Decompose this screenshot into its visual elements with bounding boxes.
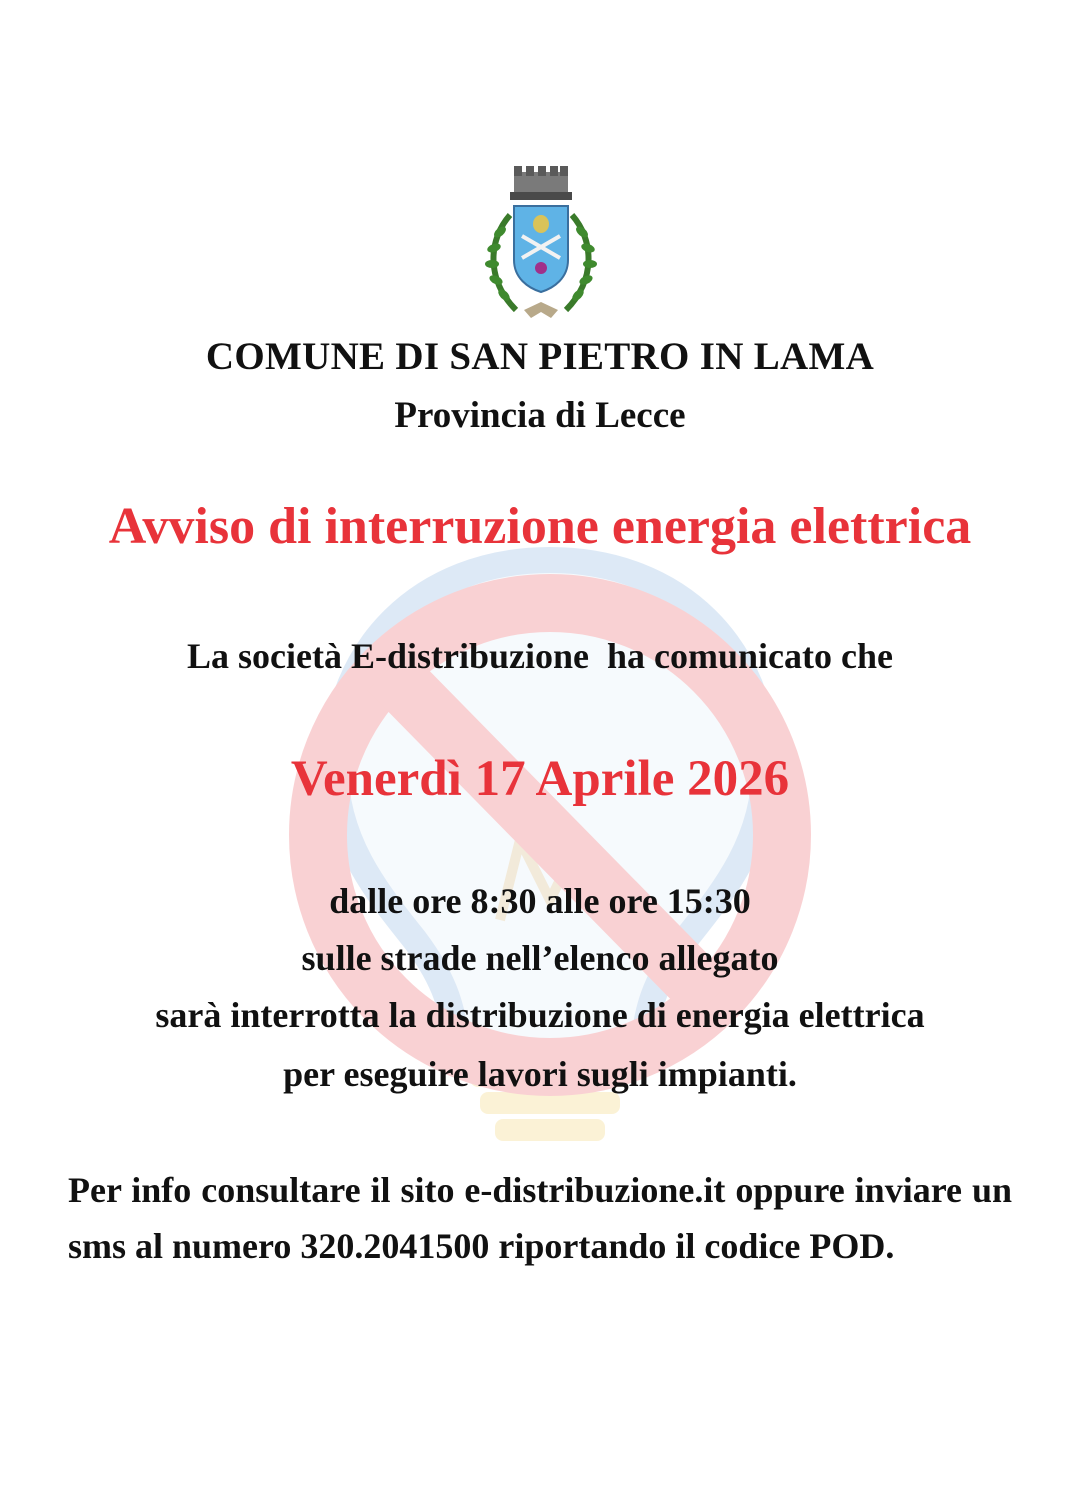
info-paragraph: Per info consultare il sito e-distribuzione.it oppure inviare un sms al numero 320.2041500 riportando il codice POD. — [68, 1170, 1012, 1266]
interruption-date: Venerdì 17 Aprile 2026 — [290, 751, 790, 807]
notice-title: Avviso di interruzione energia elettrica — [108, 498, 972, 555]
detail-line-interruption: sarà interrotta la distribuzione di energia elettrica — [155, 995, 925, 1035]
province-name: Provincia di Lecce — [394, 395, 686, 436]
municipality-name: COMUNE DI SAN PIETRO IN LAMA — [205, 335, 875, 378]
coat-of-arms-icon — [476, 160, 606, 330]
notice-intro: La società E-distribuzione ha comunicato che — [187, 636, 893, 676]
detail-line-time: dalle ore 8:30 alle ore 15:30 — [329, 881, 751, 921]
detail-line-purpose: per eseguire lavori sugli impianti. — [283, 1054, 797, 1094]
detail-line-streets: sulle strade nell’elenco allegato — [301, 938, 779, 978]
